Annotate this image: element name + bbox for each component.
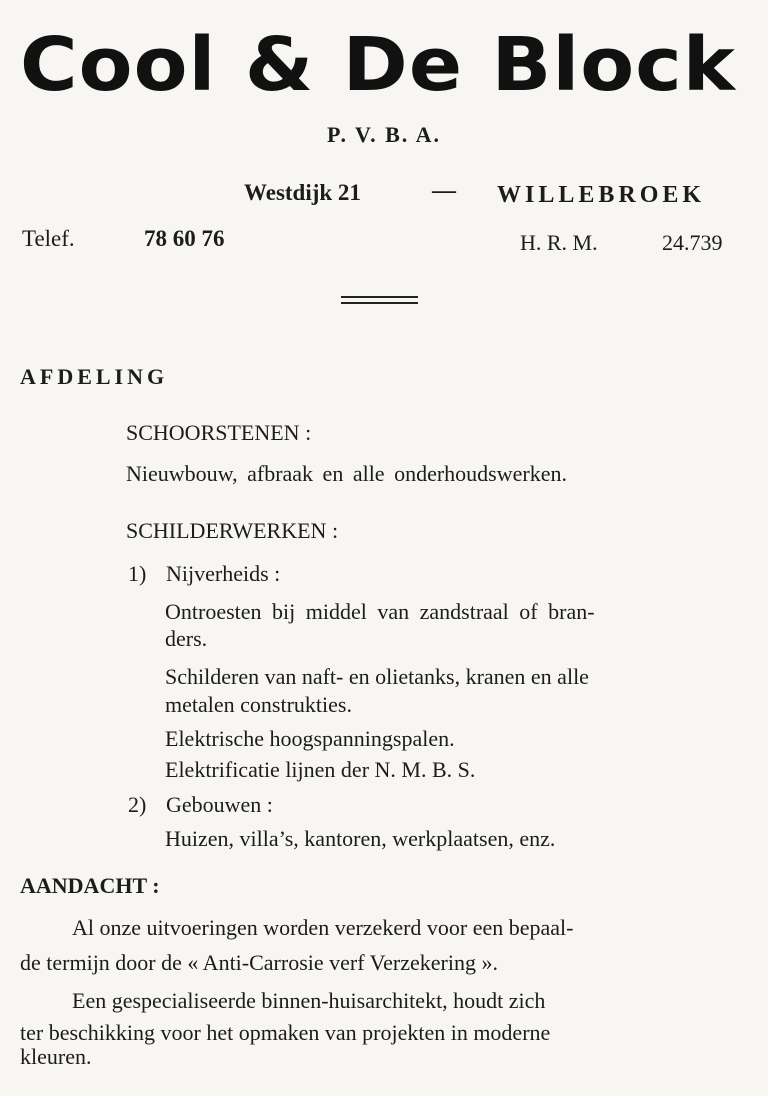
company-name: Cool & De Block (20, 22, 737, 108)
divider-line-top (341, 296, 418, 298)
telephone-number: 78 60 76 (144, 226, 225, 251)
item-label: Gebouwen : (166, 792, 273, 817)
register-number: 24.739 (662, 230, 723, 255)
schoorstenen-text: Nieuwbouw, afbraak en alle onderhoudswerken. (126, 461, 567, 486)
paragraph-line: de termijn door de « Anti-Carrosie verf Verzekering ». (20, 950, 498, 975)
address-dash: — (432, 178, 456, 204)
paragraph-line: Een gespecialiseerde binnen-huisarchitekt, houdt zich (72, 988, 546, 1013)
town-name: WILLEBROEK (497, 182, 706, 208)
item-number: 1) (128, 561, 147, 586)
paragraph-line: Al onze uitvoeringen worden verzekerd voor een bepaal- (72, 915, 574, 940)
item-line: Elektrificatie lijnen der N. M. B. S. (165, 757, 476, 782)
register-label: H. R. M. (520, 230, 598, 255)
item-line: ders. (165, 626, 208, 651)
telephone-label: Telef. (22, 226, 75, 251)
legal-form: P. V. B. A. (327, 122, 441, 147)
item-line: Schilderen van naft- en olietanks, kranen en alle (165, 664, 589, 689)
paragraph-line: ter beschikking voor het opmaken van projekten in moderne (20, 1020, 551, 1045)
item-line: Elektrische hoogspanningspalen. (165, 726, 455, 751)
schoorstenen-heading: SCHOORSTENEN : (126, 420, 312, 445)
aandacht-title: AANDACHT : (20, 873, 160, 898)
item-label: Nijverheids : (166, 561, 281, 586)
divider-line-bottom (341, 302, 418, 304)
item-line: metalen construkties. (165, 692, 352, 717)
schilderwerken-heading: SCHILDERWERKEN : (126, 518, 339, 543)
section-title: AFDELING (20, 364, 169, 389)
item-number: 2) (128, 792, 147, 817)
item-line: Huizen, villa’s, kantoren, werkplaatsen, enz. (165, 826, 556, 851)
street-address: Westdijk 21 (244, 180, 361, 205)
item-line: Ontroesten bij middel van zandstraal of bran- (165, 599, 595, 624)
paragraph-line: kleuren. (20, 1044, 92, 1069)
